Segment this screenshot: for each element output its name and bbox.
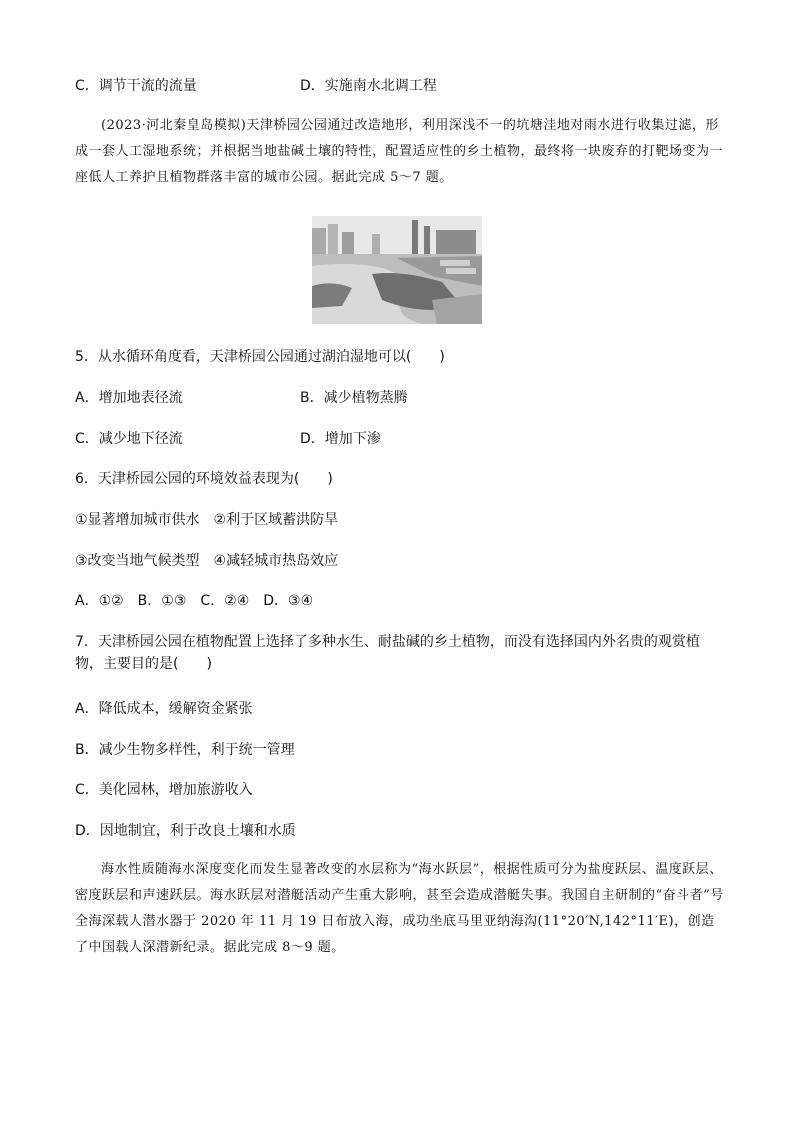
passage-8-9-text: 海水性质随海水深度变化而发生显著改变的水层称为“海水跃层”，根据性质可分为盐度跃层、温度跃层、密度跃层和声速跃层。海水跃层对潜艇活动产生重大影响，甚至会造成潜艇失事。我国自主研制的“奋斗者”号全海深载人潜水器于 2020 年 11 月 19 日布放入海，成功坐底马里亚纳海沟(11°20′N,142°11′E)，创造了中国载人深潜新纪录。据此完成 8～9 题。: [75, 862, 724, 955]
question-6-stem: 6．天津桥园公园的环境效益表现为( ): [75, 471, 333, 487]
passage-5-7: [75, 113, 725, 191]
question-7-option-a: A．降低成本，缓解资金紧张: [75, 701, 253, 717]
question-5-stem: 5．从水循环角度看，天津桥园公园通过湖泊湿地可以( ): [75, 349, 445, 365]
park-wetland-photo: [312, 216, 482, 324]
question-6-options: A．①② B．①③ C．②④ D．③④: [75, 593, 314, 609]
option-c-prev: C．调节干流的流量: [75, 78, 197, 94]
question-6-statements-2: ③改变当地气候类型 ④减轻城市热岛效应: [75, 553, 339, 569]
question-7-option-d: D．因地制宜，利于改良土壤和水质: [75, 823, 296, 839]
question-7-option-b: B．减少生物多样性，利于统一管理: [75, 742, 295, 758]
question-7-option-c: C．美化园林，增加旅游收入: [75, 782, 253, 798]
question-6-statements-1: ①显著增加城市供水 ②利于区域蓄洪防旱: [75, 512, 339, 528]
question-5-option-c: C．减少地下径流: [75, 431, 183, 447]
option-d-prev: D．实施南水北调工程: [300, 78, 437, 94]
passage-5-7-text: (2023·河北秦皇岛模拟)天津桥园公园通过改造地形，利用深浅不一的坑塘洼地对雨水进行收集过滤，形成一套人工湿地系统；并根据当地盐碱土壤的特性，配置适应性的乡土植物，最终将一块废弃的打靶场变为一座低人工养护且植物群落丰富的城市公园。据此完成 5～7 题。: [75, 118, 724, 185]
question-5-option-d: D．增加下渗: [300, 431, 381, 447]
passage-8-9: [75, 857, 725, 961]
question-5-option-a: A．增加地表径流: [75, 390, 183, 406]
question-7-stem: 7．天津桥园公园在植物配置上选择了多种水生、耐盐碱的乡土植物，而没有选择国内外名贵的观赏植物，主要目的是( ): [75, 634, 700, 672]
wetland-photo-illustration: [312, 216, 482, 324]
question-5-option-b: B．减少植物蒸腾: [300, 390, 408, 406]
